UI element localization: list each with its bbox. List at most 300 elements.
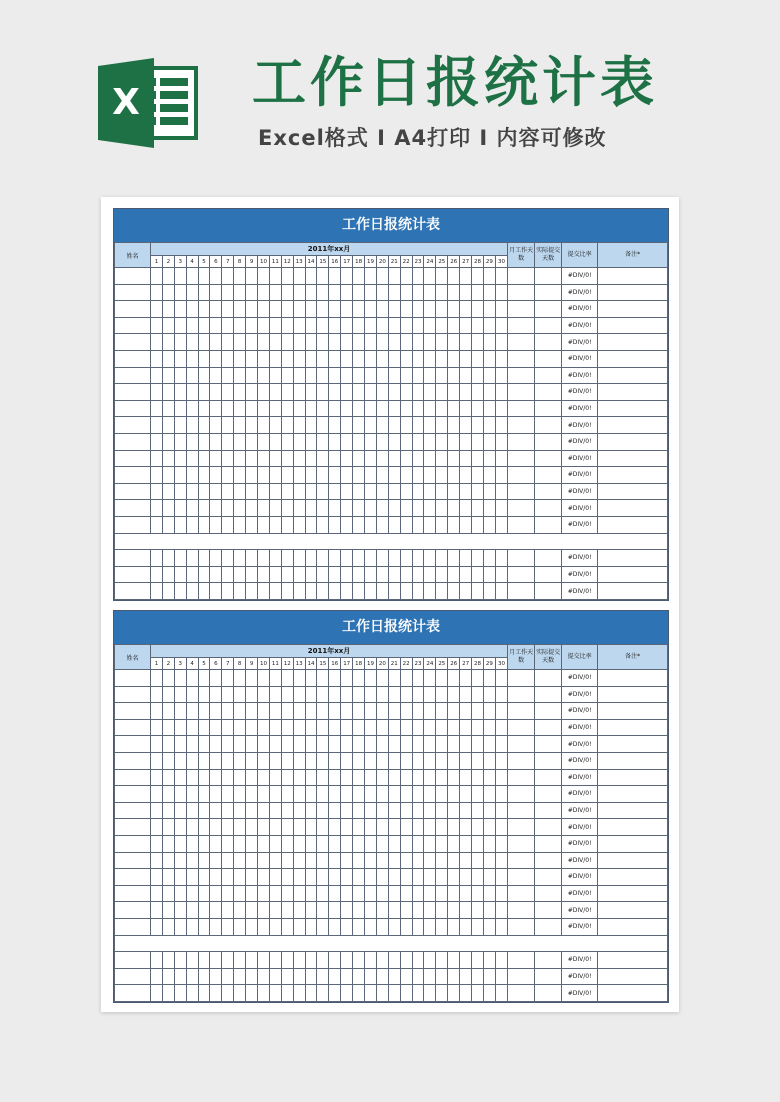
day-cell[interactable] [151,968,163,985]
day-cell[interactable] [448,885,460,902]
day-cell[interactable] [460,367,472,384]
day-cell[interactable] [210,483,222,500]
day-cell[interactable] [341,786,353,803]
rate-cell[interactable]: #DIV/0! [562,670,598,687]
day-cell[interactable] [293,334,305,351]
day-cell[interactable] [460,350,472,367]
day-cell[interactable] [317,516,329,533]
day-cell[interactable] [472,952,484,969]
day-cell[interactable] [210,952,222,969]
day-cell[interactable] [353,769,365,786]
work-days-cell[interactable] [508,317,535,334]
day-cell[interactable] [436,500,448,517]
day-cell[interactable] [162,802,174,819]
day-cell[interactable] [424,433,436,450]
day-cell[interactable] [317,301,329,318]
remark-cell[interactable] [598,433,668,450]
day-cell[interactable] [483,334,495,351]
day-cell[interactable] [222,719,234,736]
day-cell[interactable] [376,835,388,852]
day-cell[interactable] [483,885,495,902]
day-cell[interactable] [281,952,293,969]
day-cell[interactable] [269,450,281,467]
day-cell[interactable] [329,334,341,351]
day-cell[interactable] [258,268,270,285]
day-cell[interactable] [305,317,317,334]
day-cell[interactable] [222,550,234,567]
day-cell[interactable] [198,433,210,450]
day-cell[interactable] [246,583,258,600]
day-cell[interactable] [412,301,424,318]
day-cell[interactable] [365,268,377,285]
day-cell[interactable] [258,736,270,753]
day-cell[interactable] [198,835,210,852]
name-cell[interactable] [115,367,151,384]
day-cell[interactable] [198,736,210,753]
work-days-cell[interactable] [508,968,535,985]
work-days-cell[interactable] [508,284,535,301]
name-cell[interactable] [115,752,151,769]
day-cell[interactable] [234,752,246,769]
day-cell[interactable] [400,752,412,769]
actual-days-cell[interactable] [535,719,562,736]
day-cell[interactable] [472,516,484,533]
day-cell[interactable] [269,550,281,567]
day-cell[interactable] [210,301,222,318]
day-cell[interactable] [483,819,495,836]
day-cell[interactable] [436,952,448,969]
remark-cell[interactable] [598,686,668,703]
day-cell[interactable] [353,752,365,769]
day-cell[interactable] [448,952,460,969]
remark-cell[interactable] [598,885,668,902]
day-cell[interactable] [186,284,198,301]
remark-cell[interactable] [598,284,668,301]
work-days-cell[interactable] [508,467,535,484]
day-cell[interactable] [281,752,293,769]
actual-days-cell[interactable] [535,417,562,434]
day-cell[interactable] [341,483,353,500]
day-cell[interactable] [412,670,424,687]
remark-cell[interactable] [598,719,668,736]
actual-days-cell[interactable] [535,317,562,334]
day-cell[interactable] [424,483,436,500]
day-cell[interactable] [151,317,163,334]
day-cell[interactable] [186,819,198,836]
day-cell[interactable] [448,719,460,736]
day-cell[interactable] [234,516,246,533]
day-cell[interactable] [353,417,365,434]
day-cell[interactable] [222,566,234,583]
actual-days-cell[interactable] [535,968,562,985]
remark-cell[interactable] [598,334,668,351]
actual-days-cell[interactable] [535,550,562,567]
day-cell[interactable] [376,852,388,869]
day-cell[interactable] [151,985,163,1002]
day-cell[interactable] [483,268,495,285]
day-cell[interactable] [210,350,222,367]
day-cell[interactable] [365,550,377,567]
day-cell[interactable] [210,583,222,600]
remark-cell[interactable] [598,703,668,720]
day-cell[interactable] [162,902,174,919]
day-cell[interactable] [269,703,281,720]
day-cell[interactable] [317,467,329,484]
day-cell[interactable] [151,550,163,567]
day-cell[interactable] [317,417,329,434]
name-cell[interactable] [115,417,151,434]
day-cell[interactable] [281,566,293,583]
day-cell[interactable] [269,367,281,384]
day-cell[interactable] [317,852,329,869]
day-cell[interactable] [246,301,258,318]
day-cell[interactable] [269,968,281,985]
remark-cell[interactable] [598,670,668,687]
day-cell[interactable] [174,500,186,517]
day-cell[interactable] [353,703,365,720]
day-cell[interactable] [258,516,270,533]
name-cell[interactable] [115,719,151,736]
day-cell[interactable] [365,703,377,720]
day-cell[interactable] [329,835,341,852]
day-cell[interactable] [460,268,472,285]
day-cell[interactable] [376,284,388,301]
day-cell[interactable] [258,968,270,985]
day-cell[interactable] [436,400,448,417]
actual-days-cell[interactable] [535,483,562,500]
name-cell[interactable] [115,852,151,869]
day-cell[interactable] [246,769,258,786]
day-cell[interactable] [317,869,329,886]
actual-days-cell[interactable] [535,835,562,852]
work-days-cell[interactable] [508,350,535,367]
day-cell[interactable] [472,769,484,786]
day-cell[interactable] [151,301,163,318]
day-cell[interactable] [151,952,163,969]
day-cell[interactable] [198,918,210,935]
day-cell[interactable] [412,736,424,753]
day-cell[interactable] [174,670,186,687]
day-cell[interactable] [210,384,222,401]
day-cell[interactable] [460,317,472,334]
name-cell[interactable] [115,384,151,401]
remark-cell[interactable] [598,802,668,819]
day-cell[interactable] [151,450,163,467]
day-cell[interactable] [448,918,460,935]
day-cell[interactable] [293,819,305,836]
day-cell[interactable] [365,802,377,819]
day-cell[interactable] [293,686,305,703]
day-cell[interactable] [365,450,377,467]
day-cell[interactable] [258,334,270,351]
day-cell[interactable] [376,885,388,902]
day-cell[interactable] [151,367,163,384]
day-cell[interactable] [246,819,258,836]
day-cell[interactable] [234,268,246,285]
day-cell[interactable] [365,566,377,583]
day-cell[interactable] [400,566,412,583]
day-cell[interactable] [329,384,341,401]
day-cell[interactable] [376,350,388,367]
day-cell[interactable] [365,902,377,919]
day-cell[interactable] [162,835,174,852]
day-cell[interactable] [234,902,246,919]
day-cell[interactable] [186,835,198,852]
day-cell[interactable] [341,400,353,417]
work-days-cell[interactable] [508,334,535,351]
day-cell[interactable] [186,334,198,351]
day-cell[interactable] [162,583,174,600]
day-cell[interactable] [400,334,412,351]
remark-cell[interactable] [598,952,668,969]
day-cell[interactable] [412,819,424,836]
day-cell[interactable] [234,301,246,318]
day-cell[interactable] [317,885,329,902]
day-cell[interactable] [258,301,270,318]
day-cell[interactable] [246,985,258,1002]
day-cell[interactable] [198,350,210,367]
work-days-cell[interactable] [508,786,535,803]
day-cell[interactable] [293,284,305,301]
day-cell[interactable] [424,450,436,467]
remark-cell[interactable] [598,736,668,753]
day-cell[interactable] [365,433,377,450]
day-cell[interactable] [305,500,317,517]
day-cell[interactable] [329,516,341,533]
day-cell[interactable] [246,317,258,334]
day-cell[interactable] [495,902,507,919]
day-cell[interactable] [186,902,198,919]
day-cell[interactable] [293,885,305,902]
day-cell[interactable] [460,334,472,351]
day-cell[interactable] [448,852,460,869]
day-cell[interactable] [234,467,246,484]
day-cell[interactable] [234,550,246,567]
actual-days-cell[interactable] [535,952,562,969]
day-cell[interactable] [186,350,198,367]
day-cell[interactable] [424,869,436,886]
day-cell[interactable] [353,736,365,753]
day-cell[interactable] [305,483,317,500]
day-cell[interactable] [424,918,436,935]
day-cell[interactable] [269,384,281,401]
day-cell[interactable] [186,786,198,803]
day-cell[interactable] [448,968,460,985]
day-cell[interactable] [365,284,377,301]
day-cell[interactable] [388,835,400,852]
day-cell[interactable] [353,550,365,567]
day-cell[interactable] [412,835,424,852]
day-cell[interactable] [436,516,448,533]
day-cell[interactable] [222,483,234,500]
day-cell[interactable] [281,367,293,384]
name-cell[interactable] [115,703,151,720]
day-cell[interactable] [436,350,448,367]
day-cell[interactable] [483,467,495,484]
day-cell[interactable] [436,769,448,786]
work-days-cell[interactable] [508,885,535,902]
day-cell[interactable] [400,500,412,517]
day-cell[interactable] [222,902,234,919]
day-cell[interactable] [353,719,365,736]
day-cell[interactable] [448,819,460,836]
day-cell[interactable] [495,467,507,484]
day-cell[interactable] [472,284,484,301]
day-cell[interactable] [329,483,341,500]
day-cell[interactable] [472,384,484,401]
day-cell[interactable] [210,670,222,687]
day-cell[interactable] [448,985,460,1002]
day-cell[interactable] [460,786,472,803]
day-cell[interactable] [269,686,281,703]
day-cell[interactable] [174,918,186,935]
actual-days-cell[interactable] [535,400,562,417]
day-cell[interactable] [198,550,210,567]
day-cell[interactable] [269,819,281,836]
day-cell[interactable] [269,400,281,417]
day-cell[interactable] [472,703,484,720]
day-cell[interactable] [472,985,484,1002]
day-cell[interactable] [281,284,293,301]
remark-cell[interactable] [598,819,668,836]
name-cell[interactable] [115,670,151,687]
work-days-cell[interactable] [508,450,535,467]
day-cell[interactable] [174,719,186,736]
day-cell[interactable] [495,516,507,533]
day-cell[interactable] [495,550,507,567]
day-cell[interactable] [258,670,270,687]
actual-days-cell[interactable] [535,736,562,753]
actual-days-cell[interactable] [535,301,562,318]
day-cell[interactable] [174,752,186,769]
day-cell[interactable] [269,752,281,769]
day-cell[interactable] [388,483,400,500]
day-cell[interactable] [460,686,472,703]
day-cell[interactable] [483,450,495,467]
day-cell[interactable] [460,400,472,417]
day-cell[interactable] [317,334,329,351]
work-days-cell[interactable] [508,367,535,384]
rate-cell[interactable]: #DIV/0! [562,686,598,703]
day-cell[interactable] [388,703,400,720]
actual-days-cell[interactable] [535,852,562,869]
actual-days-cell[interactable] [535,918,562,935]
day-cell[interactable] [495,583,507,600]
day-cell[interactable] [495,719,507,736]
day-cell[interactable] [329,583,341,600]
work-days-cell[interactable] [508,384,535,401]
day-cell[interactable] [388,433,400,450]
day-cell[interactable] [365,786,377,803]
day-cell[interactable] [246,550,258,567]
day-cell[interactable] [222,952,234,969]
day-cell[interactable] [234,786,246,803]
day-cell[interactable] [448,550,460,567]
name-cell[interactable] [115,334,151,351]
day-cell[interactable] [388,500,400,517]
day-cell[interactable] [353,869,365,886]
day-cell[interactable] [424,835,436,852]
day-cell[interactable] [329,869,341,886]
day-cell[interactable] [329,703,341,720]
day-cell[interactable] [151,918,163,935]
day-cell[interactable] [186,670,198,687]
day-cell[interactable] [495,985,507,1002]
day-cell[interactable] [448,752,460,769]
day-cell[interactable] [317,769,329,786]
day-cell[interactable] [329,852,341,869]
day-cell[interactable] [460,918,472,935]
day-cell[interactable] [293,835,305,852]
day-cell[interactable] [341,985,353,1002]
day-cell[interactable] [400,736,412,753]
day-cell[interactable] [424,384,436,401]
day-cell[interactable] [246,400,258,417]
day-cell[interactable] [341,752,353,769]
day-cell[interactable] [293,467,305,484]
remark-cell[interactable] [598,350,668,367]
day-cell[interactable] [388,918,400,935]
day-cell[interactable] [151,852,163,869]
day-cell[interactable] [365,952,377,969]
day-cell[interactable] [448,670,460,687]
day-cell[interactable] [222,802,234,819]
day-cell[interactable] [448,317,460,334]
day-cell[interactable] [412,918,424,935]
day-cell[interactable] [329,467,341,484]
day-cell[interactable] [412,769,424,786]
day-cell[interactable] [222,985,234,1002]
day-cell[interactable] [317,550,329,567]
day-cell[interactable] [293,736,305,753]
day-cell[interactable] [186,852,198,869]
day-cell[interactable] [234,968,246,985]
day-cell[interactable] [436,284,448,301]
actual-days-cell[interactable] [535,500,562,517]
day-cell[interactable] [376,450,388,467]
day-cell[interactable] [151,400,163,417]
day-cell[interactable] [400,968,412,985]
day-cell[interactable] [305,566,317,583]
day-cell[interactable] [293,483,305,500]
actual-days-cell[interactable] [535,467,562,484]
day-cell[interactable] [198,566,210,583]
day-cell[interactable] [162,952,174,969]
day-cell[interactable] [151,516,163,533]
day-cell[interactable] [495,968,507,985]
rate-cell[interactable]: #DIV/0! [562,769,598,786]
day-cell[interactable] [424,467,436,484]
day-cell[interactable] [269,467,281,484]
remark-cell[interactable] [598,268,668,285]
day-cell[interactable] [460,802,472,819]
work-days-cell[interactable] [508,802,535,819]
day-cell[interactable] [258,802,270,819]
day-cell[interactable] [281,985,293,1002]
day-cell[interactable] [412,566,424,583]
day-cell[interactable] [329,284,341,301]
day-cell[interactable] [460,703,472,720]
day-cell[interactable] [472,819,484,836]
day-cell[interactable] [483,769,495,786]
day-cell[interactable] [329,752,341,769]
day-cell[interactable] [460,952,472,969]
work-days-cell[interactable] [508,852,535,869]
day-cell[interactable] [388,268,400,285]
day-cell[interactable] [329,819,341,836]
day-cell[interactable] [472,719,484,736]
day-cell[interactable] [162,885,174,902]
